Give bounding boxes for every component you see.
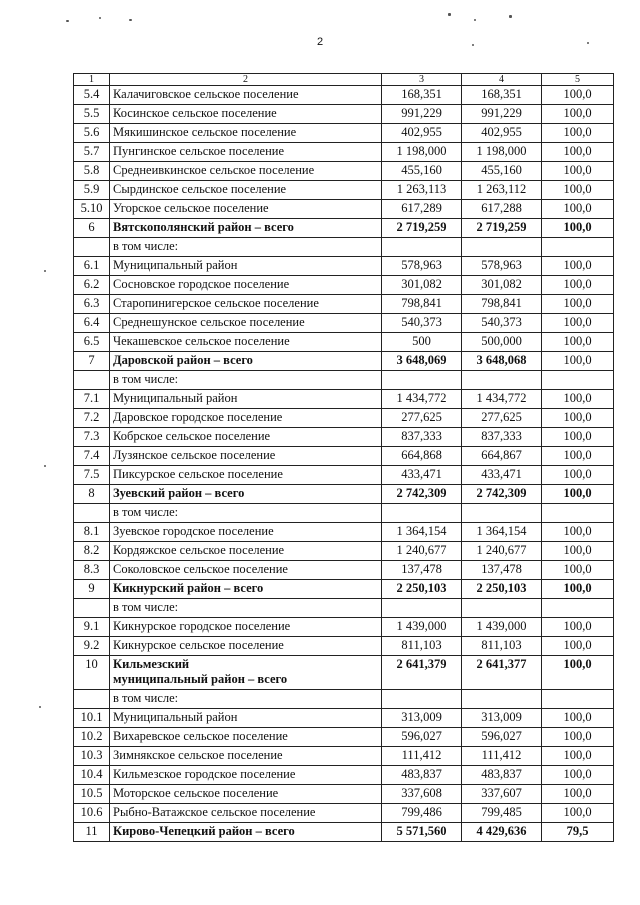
percent-cell: 100,0 (542, 409, 614, 428)
row-number-cell: 6.2 (74, 276, 110, 295)
planned-amount-cell: 1 434,772 (382, 390, 462, 409)
percent-cell: 100,0 (542, 162, 614, 181)
table-row (74, 523, 614, 542)
scan-speck (474, 19, 476, 21)
settlement-name-cell: в том числе: (110, 690, 382, 709)
scan-speck (509, 15, 512, 18)
percent-cell: 100,0 (542, 656, 614, 690)
actual-amount-cell: 2 719,259 (462, 219, 542, 238)
scan-speck (448, 13, 451, 16)
actual-amount-cell: 2 742,309 (462, 485, 542, 504)
actual-amount-cell (462, 238, 542, 257)
percent-cell: 100,0 (542, 428, 614, 447)
column-number-row (74, 74, 614, 86)
column-header: 2 (110, 74, 382, 86)
planned-amount-cell: 617,289 (382, 200, 462, 219)
row-number-cell: 7.5 (74, 466, 110, 485)
row-number-cell: 9.2 (74, 637, 110, 656)
settlement-name-cell: Старопинигерское сельское поселение (110, 295, 382, 314)
planned-amount-cell: 111,412 (382, 747, 462, 766)
actual-amount-cell: 137,478 (462, 561, 542, 580)
scan-speck (99, 17, 101, 19)
settlement-name-cell: Вихаревское сельское поселение (110, 728, 382, 747)
scan-speck (129, 19, 132, 21)
planned-amount-cell: 1 198,000 (382, 143, 462, 162)
subheading-row (74, 690, 614, 709)
actual-amount-cell: 1 434,772 (462, 390, 542, 409)
column-header: 1 (74, 74, 110, 86)
table-row (74, 428, 614, 447)
row-number-cell: 5.5 (74, 105, 110, 124)
table-row (74, 785, 614, 804)
row-number-cell: 5.9 (74, 181, 110, 200)
actual-amount-cell: 433,471 (462, 466, 542, 485)
percent-cell: 100,0 (542, 466, 614, 485)
planned-amount-cell: 313,009 (382, 709, 462, 728)
percent-cell: 100,0 (542, 86, 614, 105)
percent-cell: 100,0 (542, 561, 614, 580)
row-number-cell: 10 (74, 656, 110, 690)
planned-amount-cell: 837,333 (382, 428, 462, 447)
district-total-row (74, 485, 614, 504)
percent-cell: 79,5 (542, 823, 614, 842)
percent-cell: 100,0 (542, 276, 614, 295)
row-number-cell (74, 599, 110, 618)
table-row (74, 747, 614, 766)
scan-speck (44, 465, 46, 467)
settlement-name-cell: Даровской район – всего (110, 352, 382, 371)
settlement-name-cell: Лузянское сельское поселение (110, 447, 382, 466)
table-row (74, 728, 614, 747)
settlement-name-cell: Рыбно-Ватажское сельское поселение (110, 804, 382, 823)
table-row (74, 637, 614, 656)
actual-amount-cell: 540,373 (462, 314, 542, 333)
table-row (74, 276, 614, 295)
percent-cell: 100,0 (542, 747, 614, 766)
percent-cell: 100,0 (542, 295, 614, 314)
actual-amount-cell: 2 641,377 (462, 656, 542, 690)
settlement-name-cell: в том числе: (110, 238, 382, 257)
district-total-row (74, 656, 614, 690)
actual-amount-cell: 483,837 (462, 766, 542, 785)
actual-amount-cell: 799,485 (462, 804, 542, 823)
appropriations-table (73, 73, 614, 842)
settlement-name-cell: Соколовское сельское поселение (110, 561, 382, 580)
actual-amount-cell: 402,955 (462, 124, 542, 143)
percent-cell: 100,0 (542, 618, 614, 637)
actual-amount-cell: 168,351 (462, 86, 542, 105)
settlement-name-line: муниципальный район – всего (113, 672, 288, 686)
percent-cell: 100,0 (542, 333, 614, 352)
table-row (74, 314, 614, 333)
planned-amount-cell (382, 690, 462, 709)
settlement-name-cell: в том числе: (110, 504, 382, 523)
percent-cell: 100,0 (542, 637, 614, 656)
row-number-cell: 5.4 (74, 86, 110, 105)
actual-amount-cell: 111,412 (462, 747, 542, 766)
percent-cell: 100,0 (542, 124, 614, 143)
settlement-name-cell: Моторское сельское поселение (110, 785, 382, 804)
row-number-cell (74, 690, 110, 709)
percent-cell (542, 238, 614, 257)
row-number-cell: 9 (74, 580, 110, 599)
planned-amount-cell: 1 240,677 (382, 542, 462, 561)
district-total-row (74, 580, 614, 599)
settlement-name-cell: Мякишинское сельское поселение (110, 124, 382, 143)
row-number-cell (74, 238, 110, 257)
row-number-cell: 6.1 (74, 257, 110, 276)
scan-speck (66, 20, 69, 22)
settlement-name-cell: Кобрское сельское поселение (110, 428, 382, 447)
table-row (74, 105, 614, 124)
planned-amount-cell (382, 371, 462, 390)
percent-cell: 100,0 (542, 314, 614, 333)
settlement-name-cell: Среднеивкинское сельское поселение (110, 162, 382, 181)
row-number-cell: 6.4 (74, 314, 110, 333)
planned-amount-cell: 455,160 (382, 162, 462, 181)
settlement-name-cell: Чекашевское сельское поселение (110, 333, 382, 352)
row-number-cell: 11 (74, 823, 110, 842)
settlement-name-cell: Муниципальный район (110, 390, 382, 409)
actual-amount-cell: 1 364,154 (462, 523, 542, 542)
district-total-row (74, 823, 614, 842)
row-number-cell: 5.7 (74, 143, 110, 162)
actual-amount-cell (462, 690, 542, 709)
planned-amount-cell: 664,868 (382, 447, 462, 466)
actual-amount-cell: 2 250,103 (462, 580, 542, 599)
actual-amount-cell: 578,963 (462, 257, 542, 276)
row-number-cell: 10.3 (74, 747, 110, 766)
table-row (74, 766, 614, 785)
table-row (74, 257, 614, 276)
settlement-name-cell: Муниципальный район (110, 709, 382, 728)
planned-amount-cell (382, 504, 462, 523)
planned-amount-cell (382, 599, 462, 618)
row-number-cell: 6 (74, 219, 110, 238)
percent-cell: 100,0 (542, 728, 614, 747)
table-row (74, 447, 614, 466)
actual-amount-cell: 991,229 (462, 105, 542, 124)
planned-amount-cell: 798,841 (382, 295, 462, 314)
settlement-name-cell: Калачиговское сельское поселение (110, 86, 382, 105)
table-row (74, 618, 614, 637)
settlement-name-cell: Муниципальный район (110, 257, 382, 276)
actual-amount-cell: 301,082 (462, 276, 542, 295)
row-number-cell: 7 (74, 352, 110, 371)
planned-amount-cell: 277,625 (382, 409, 462, 428)
planned-amount-cell: 799,486 (382, 804, 462, 823)
percent-cell: 100,0 (542, 352, 614, 371)
scan-speck (587, 42, 589, 44)
row-number-cell: 10.5 (74, 785, 110, 804)
actual-amount-cell: 811,103 (462, 637, 542, 656)
actual-amount-cell: 1 439,000 (462, 618, 542, 637)
row-number-cell: 8.1 (74, 523, 110, 542)
percent-cell: 100,0 (542, 257, 614, 276)
planned-amount-cell: 2 719,259 (382, 219, 462, 238)
table-row (74, 333, 614, 352)
settlement-name-line: Кильмезский (113, 657, 190, 671)
settlement-name-cell: Зимнякское сельское поселение (110, 747, 382, 766)
percent-cell: 100,0 (542, 804, 614, 823)
planned-amount-cell: 402,955 (382, 124, 462, 143)
percent-cell: 100,0 (542, 219, 614, 238)
settlement-name-cell: в том числе: (110, 371, 382, 390)
planned-amount-cell: 337,608 (382, 785, 462, 804)
actual-amount-cell: 837,333 (462, 428, 542, 447)
percent-cell: 100,0 (542, 181, 614, 200)
scan-speck (44, 270, 46, 272)
percent-cell (542, 690, 614, 709)
actual-amount-cell: 617,288 (462, 200, 542, 219)
subheading-row (74, 238, 614, 257)
settlement-name-cell: Кикнурское городское поселение (110, 618, 382, 637)
planned-amount-cell: 5 571,560 (382, 823, 462, 842)
row-number-cell: 7.2 (74, 409, 110, 428)
table-row (74, 561, 614, 580)
table-row (74, 295, 614, 314)
table-row (74, 124, 614, 143)
table-row (74, 390, 614, 409)
settlement-name-cell: в том числе: (110, 599, 382, 618)
planned-amount-cell: 2 250,103 (382, 580, 462, 599)
actual-amount-cell: 500,000 (462, 333, 542, 352)
settlement-name-cell: Пиксурское сельское поселение (110, 466, 382, 485)
settlement-name-cell: Кордяжское сельское поселение (110, 542, 382, 561)
settlement-name-cell: Зуевский район – всего (110, 485, 382, 504)
table-row (74, 200, 614, 219)
row-number-cell: 5.10 (74, 200, 110, 219)
table-row (74, 466, 614, 485)
planned-amount-cell: 2 641,379 (382, 656, 462, 690)
settlement-name-cell: Кикнурское сельское поселение (110, 637, 382, 656)
actual-amount-cell: 664,867 (462, 447, 542, 466)
row-number-cell (74, 504, 110, 523)
settlement-name-cell: Косинское сельское поселение (110, 105, 382, 124)
table-row (74, 804, 614, 823)
settlement-name-cell: Кирово-Чепецкий район – всего (110, 823, 382, 842)
row-number-cell (74, 371, 110, 390)
percent-cell (542, 599, 614, 618)
actual-amount-cell: 277,625 (462, 409, 542, 428)
settlement-name-cell: Кильмезское городское поселение (110, 766, 382, 785)
actual-amount-cell: 4 429,636 (462, 823, 542, 842)
actual-amount-cell: 337,607 (462, 785, 542, 804)
planned-amount-cell: 811,103 (382, 637, 462, 656)
row-number-cell: 6.5 (74, 333, 110, 352)
settlement-name-cell: Угорское сельское поселение (110, 200, 382, 219)
actual-amount-cell: 1 240,677 (462, 542, 542, 561)
planned-amount-cell: 1 439,000 (382, 618, 462, 637)
settlement-name-cell: Сырдинское сельское поселение (110, 181, 382, 200)
row-number-cell: 5.8 (74, 162, 110, 181)
subheading-row (74, 504, 614, 523)
column-header: 5 (542, 74, 614, 86)
actual-amount-cell: 596,027 (462, 728, 542, 747)
scan-speck (39, 706, 41, 708)
row-number-cell: 8.2 (74, 542, 110, 561)
row-number-cell: 9.1 (74, 618, 110, 637)
percent-cell: 100,0 (542, 580, 614, 599)
planned-amount-cell: 137,478 (382, 561, 462, 580)
row-number-cell: 6.3 (74, 295, 110, 314)
settlement-name-cell: Кикнурский район – всего (110, 580, 382, 599)
row-number-cell: 7.3 (74, 428, 110, 447)
subheading-row (74, 371, 614, 390)
percent-cell: 100,0 (542, 766, 614, 785)
settlement-name-cell: Сосновское городское поселение (110, 276, 382, 295)
district-total-row (74, 352, 614, 371)
table-row (74, 542, 614, 561)
row-number-cell: 10.6 (74, 804, 110, 823)
row-number-cell: 10.2 (74, 728, 110, 747)
percent-cell: 100,0 (542, 200, 614, 219)
percent-cell: 100,0 (542, 709, 614, 728)
planned-amount-cell: 1 364,154 (382, 523, 462, 542)
row-number-cell: 5.6 (74, 124, 110, 143)
planned-amount-cell: 596,027 (382, 728, 462, 747)
planned-amount-cell: 3 648,069 (382, 352, 462, 371)
row-number-cell: 7.1 (74, 390, 110, 409)
settlement-name-cell (110, 656, 382, 690)
planned-amount-cell: 433,471 (382, 466, 462, 485)
percent-cell: 100,0 (542, 542, 614, 561)
actual-amount-cell (462, 371, 542, 390)
scan-speck (472, 44, 474, 46)
settlement-name-cell: Вятскополянский район – всего (110, 219, 382, 238)
planned-amount-cell (382, 238, 462, 257)
percent-cell (542, 371, 614, 390)
percent-cell: 100,0 (542, 485, 614, 504)
table-row (74, 162, 614, 181)
column-header: 4 (462, 74, 542, 86)
planned-amount-cell: 301,082 (382, 276, 462, 295)
planned-amount-cell: 500 (382, 333, 462, 352)
planned-amount-cell: 540,373 (382, 314, 462, 333)
percent-cell: 100,0 (542, 785, 614, 804)
row-number-cell: 10.1 (74, 709, 110, 728)
planned-amount-cell: 1 263,113 (382, 181, 462, 200)
table-body (74, 74, 614, 842)
planned-amount-cell: 483,837 (382, 766, 462, 785)
percent-cell: 100,0 (542, 523, 614, 542)
row-number-cell: 8.3 (74, 561, 110, 580)
actual-amount-cell: 3 648,068 (462, 352, 542, 371)
table-row (74, 709, 614, 728)
column-header: 3 (382, 74, 462, 86)
page-number: 2 (316, 36, 324, 48)
table-row (74, 409, 614, 428)
row-number-cell: 10.4 (74, 766, 110, 785)
actual-amount-cell: 1 263,112 (462, 181, 542, 200)
actual-amount-cell: 798,841 (462, 295, 542, 314)
percent-cell: 100,0 (542, 447, 614, 466)
actual-amount-cell: 455,160 (462, 162, 542, 181)
planned-amount-cell: 168,351 (382, 86, 462, 105)
percent-cell (542, 504, 614, 523)
table-row (74, 181, 614, 200)
actual-amount-cell (462, 504, 542, 523)
percent-cell: 100,0 (542, 105, 614, 124)
settlement-name-cell: Зуевское городское поселение (110, 523, 382, 542)
planned-amount-cell: 991,229 (382, 105, 462, 124)
settlement-name-cell: Пунгинское сельское поселение (110, 143, 382, 162)
subheading-row (74, 599, 614, 618)
settlement-name-cell: Среднешунское сельское поселение (110, 314, 382, 333)
planned-amount-cell: 578,963 (382, 257, 462, 276)
planned-amount-cell: 2 742,309 (382, 485, 462, 504)
actual-amount-cell: 313,009 (462, 709, 542, 728)
table-row (74, 143, 614, 162)
settlement-name-cell: Даровское городское поселение (110, 409, 382, 428)
percent-cell: 100,0 (542, 143, 614, 162)
row-number-cell: 8 (74, 485, 110, 504)
table-row (74, 86, 614, 105)
percent-cell: 100,0 (542, 390, 614, 409)
district-total-row (74, 219, 614, 238)
actual-amount-cell: 1 198,000 (462, 143, 542, 162)
row-number-cell: 7.4 (74, 447, 110, 466)
actual-amount-cell (462, 599, 542, 618)
